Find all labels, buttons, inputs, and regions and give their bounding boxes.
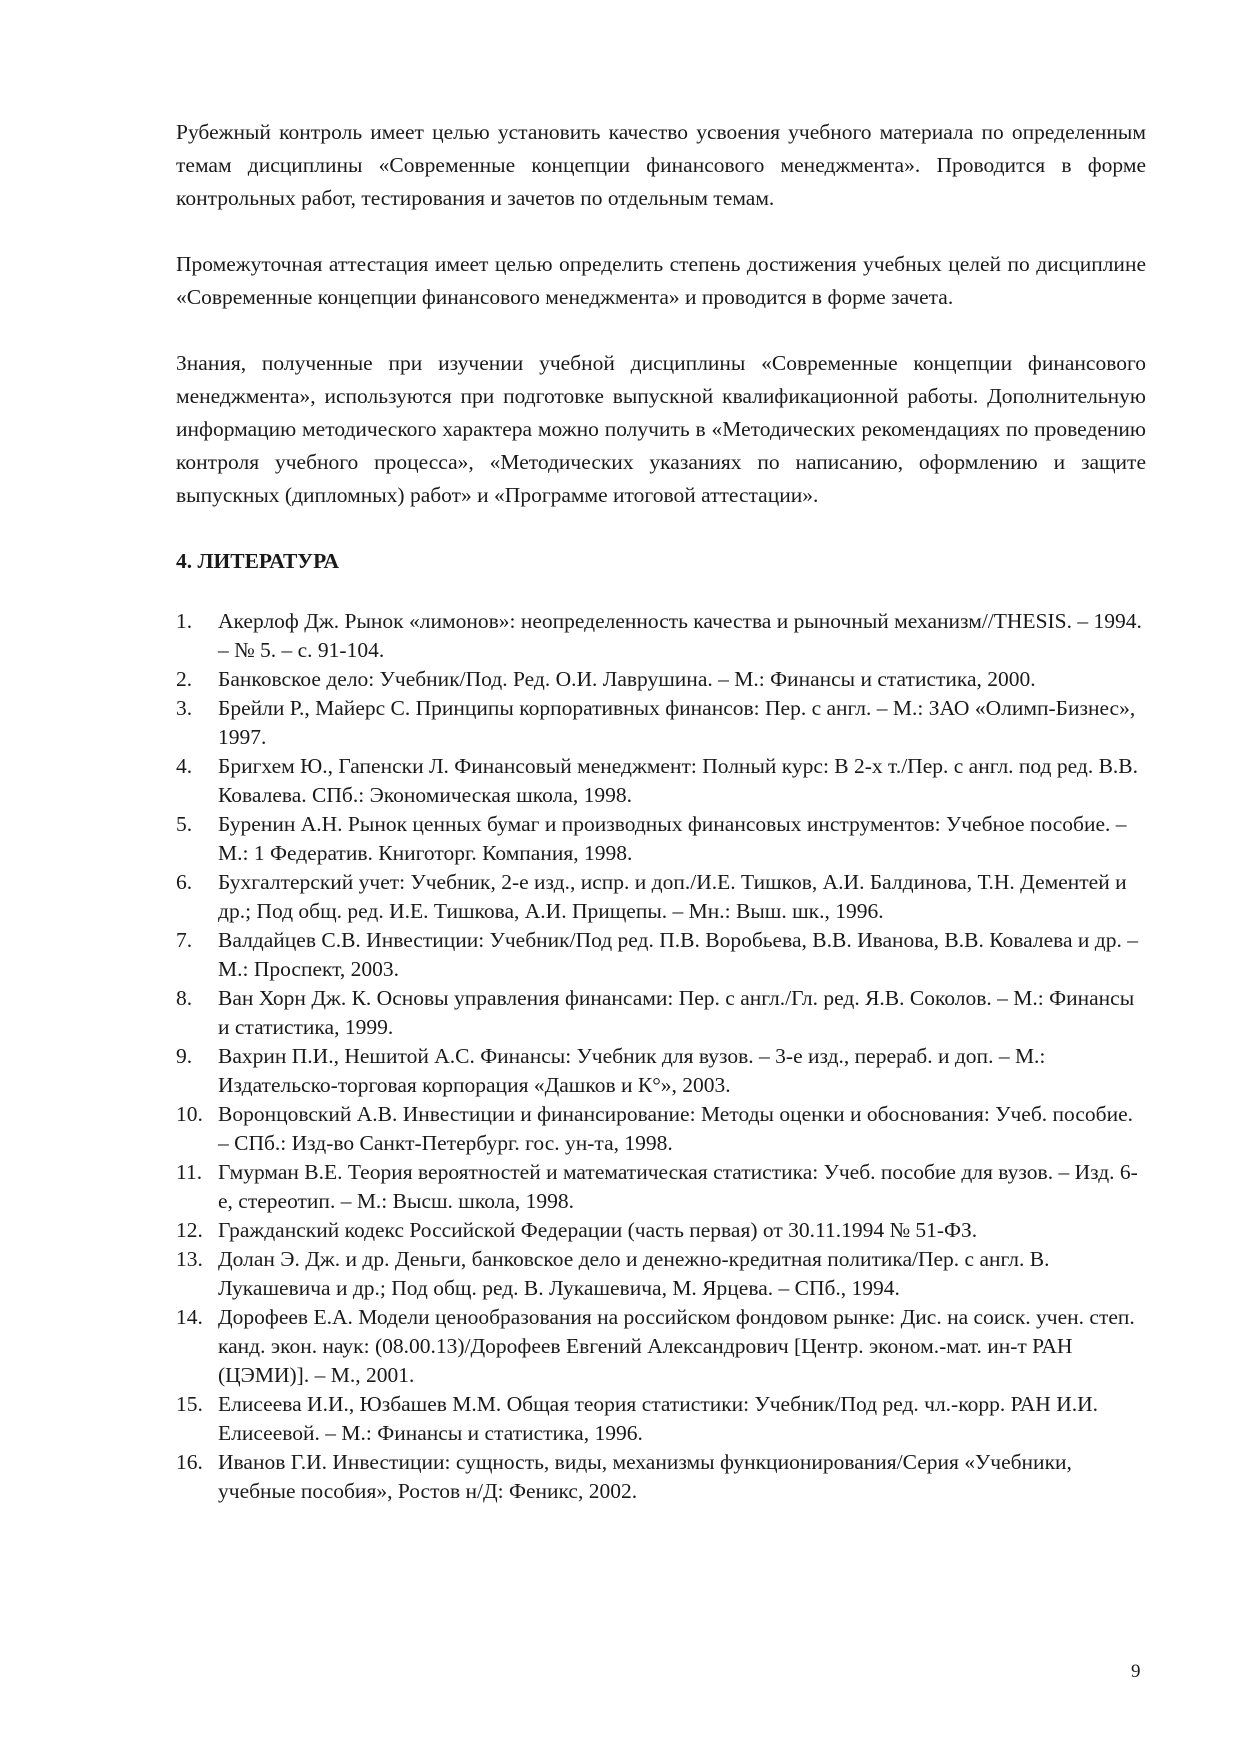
reference-number: 7. (176, 928, 193, 952)
reference-text: Валдайцев С.В. Инвестиции: Учебник/Под ред. П.В. Воробьева, В.В. Иванова, В.В. Ковалева и др. – М.: Проспект, 2003. (218, 928, 1138, 981)
reference-item (176, 926, 1146, 984)
reference-number: 10. (176, 1102, 203, 1126)
reference-item (176, 665, 1146, 694)
reference-text: Брейли Р., Майерс С. Принципы корпоративных финансов: Пер. с англ. – М.: ЗАО «Олимп-Бизнес», 1997. (218, 696, 1136, 749)
reference-text: Акерлоф Дж. Рынок «лимонов»: неопределенность качества и рыночный механизм//THESIS. – 1994. – № 5. – с. 91-104. (218, 609, 1142, 662)
reference-text: Бухгалтерский учет: Учебник, 2-е изд., испр. и доп./И.Е. Тишков, А.И. Балдинова, Т.Н. Дементей и др.; Под общ. ред. И.Е. Тишкова, А.И. Прищепы. – Мн.: Выш. шк., 1996. (218, 870, 1127, 923)
reference-item (176, 810, 1146, 868)
reference-text: Буренин А.Н. Рынок ценных бумаг и производных финансовых инструментов: Учебное пособие. – М.: 1 Федератив. Книготорг. Компания, 1998. (218, 812, 1127, 865)
reference-list (176, 607, 1146, 1506)
reference-item (176, 1245, 1146, 1303)
reference-item (176, 868, 1146, 926)
reference-number: 15. (176, 1392, 203, 1416)
paragraph-knowledge-usage: Знания, полученные при изучении учебной дисциплины «Современные концепции финансового менеджмента», используются при подготовке выпускной квалификационной работы. Дополнительную информацию методического характера можно получить в «Методических рекомендациях по проведению контроля учебного процесса», «Методических указаниях по написанию, оформлению и защите выпускных (дипломных) работ» и «Программе итоговой аттестации». (176, 351, 1146, 507)
reference-item (176, 984, 1146, 1042)
reference-text: Воронцовский А.В. Инвестиции и финансирование: Методы оценки и обоснования: Учеб. пособие. – СПб.: Изд-во Санкт-Петербург. гос. ун-та, 1998. (218, 1102, 1133, 1155)
reference-text: Иванов Г.И. Инвестиции: сущность, виды, механизмы функционирования/Серия «Учебники, учебные пособия», Ростов н/Д: Феникс, 2002. (218, 1450, 1072, 1503)
reference-item (176, 607, 1146, 665)
reference-text: Гмурман В.Е. Теория вероятностей и математическая статистика: Учеб. пособие для вузов. – Изд. 6-е, стереотип. – М.: Высш. школа, 1998. (218, 1160, 1138, 1213)
reference-text: Гражданский кодекс Российской Федерации (часть первая) от 30.11.1994 № 51-ФЗ. (218, 1218, 978, 1242)
reference-text: Банковское дело: Учебник/Под. Ред. О.И. Лаврушина. – М.: Финансы и статистика, 2000. (218, 667, 1036, 691)
reference-number: 5. (176, 812, 193, 836)
reference-item (176, 1303, 1146, 1390)
reference-text: Бригхем Ю., Гапенски Л. Финансовый менеджмент: Полный курс: В 2-х т./Пер. с англ. под ред. В.В. Ковалева. СПб.: Экономическая школа, 1998. (218, 754, 1138, 807)
reference-number: 3. (176, 696, 193, 720)
reference-item (176, 1448, 1146, 1506)
reference-item (176, 694, 1146, 752)
reference-item (176, 1216, 1146, 1245)
reference-text: Дорофеев Е.А. Модели ценообразования на российском фондовом рынке: Дис. на соиск. учен. степ. канд. экон. наук: (08.00.13)/Дорофеев Евгений Александрович [Центр. эконом.-мат. ин-т РАН (ЦЭМИ)]. – М., 2001. (218, 1305, 1135, 1387)
reference-number: 8. (176, 986, 193, 1010)
document-page (176, 116, 1146, 1506)
reference-item (176, 1158, 1146, 1216)
reference-item (176, 752, 1146, 810)
reference-text: Долан Э. Дж. и др. Деньги, банковское дело и денежно-кредитная политика/Пер. с англ. В. Лукашевича и др.; Под общ. ред. В. Лукашевича, М. Ярцева. – СПб., 1994. (218, 1247, 1050, 1300)
reference-item (176, 1100, 1146, 1158)
reference-item (176, 1042, 1146, 1100)
section-heading-literature: 4. ЛИТЕРАТУРА (176, 549, 339, 573)
reference-text: Вахрин П.И., Нешитой А.С. Финансы: Учебник для вузов. – 3-е изд., перераб. и доп. – М.: Издательско-торговая корпорация «Дашков и К°», 2003. (218, 1044, 1046, 1097)
page-number: 9 (1131, 1661, 1141, 1682)
reference-text: Ван Хорн Дж. К. Основы управления финансами: Пер. с англ./Гл. ред. Я.В. Соколов. – М.: Финансы и статистика, 1999. (218, 986, 1135, 1039)
reference-number: 6. (176, 870, 193, 894)
reference-number: 2. (176, 667, 193, 691)
paragraph-intermediate-attestation: Промежуточная аттестация имеет целью определить степень достижения учебных целей по дисциплине «Современные концепции финансового менеджмента» и проводится в форме зачета. (176, 252, 1146, 309)
reference-text: Елисеева И.И., Юзбашев М.М. Общая теория статистики: Учебник/Под ред. чл.-корр. РАН И.И. Елисеевой. – М.: Финансы и статистика, 1996. (218, 1392, 1099, 1445)
reference-number: 9. (176, 1044, 193, 1068)
reference-number: 13. (176, 1247, 203, 1271)
reference-number: 12. (176, 1218, 203, 1242)
reference-item (176, 1390, 1146, 1448)
paragraph-boundary-control: Рубежный контроль имеет целью установить качество усвоения учебного материала по определенным темам дисциплины «Современные концепции финансового менеджмента». Проводится в форме контрольных работ, тестирования и зачетов по отдельным темам. (176, 120, 1146, 210)
reference-number: 4. (176, 754, 193, 778)
reference-number: 16. (176, 1450, 203, 1474)
reference-number: 14. (176, 1305, 203, 1329)
reference-number: 11. (176, 1160, 203, 1184)
reference-number: 1. (176, 609, 193, 633)
